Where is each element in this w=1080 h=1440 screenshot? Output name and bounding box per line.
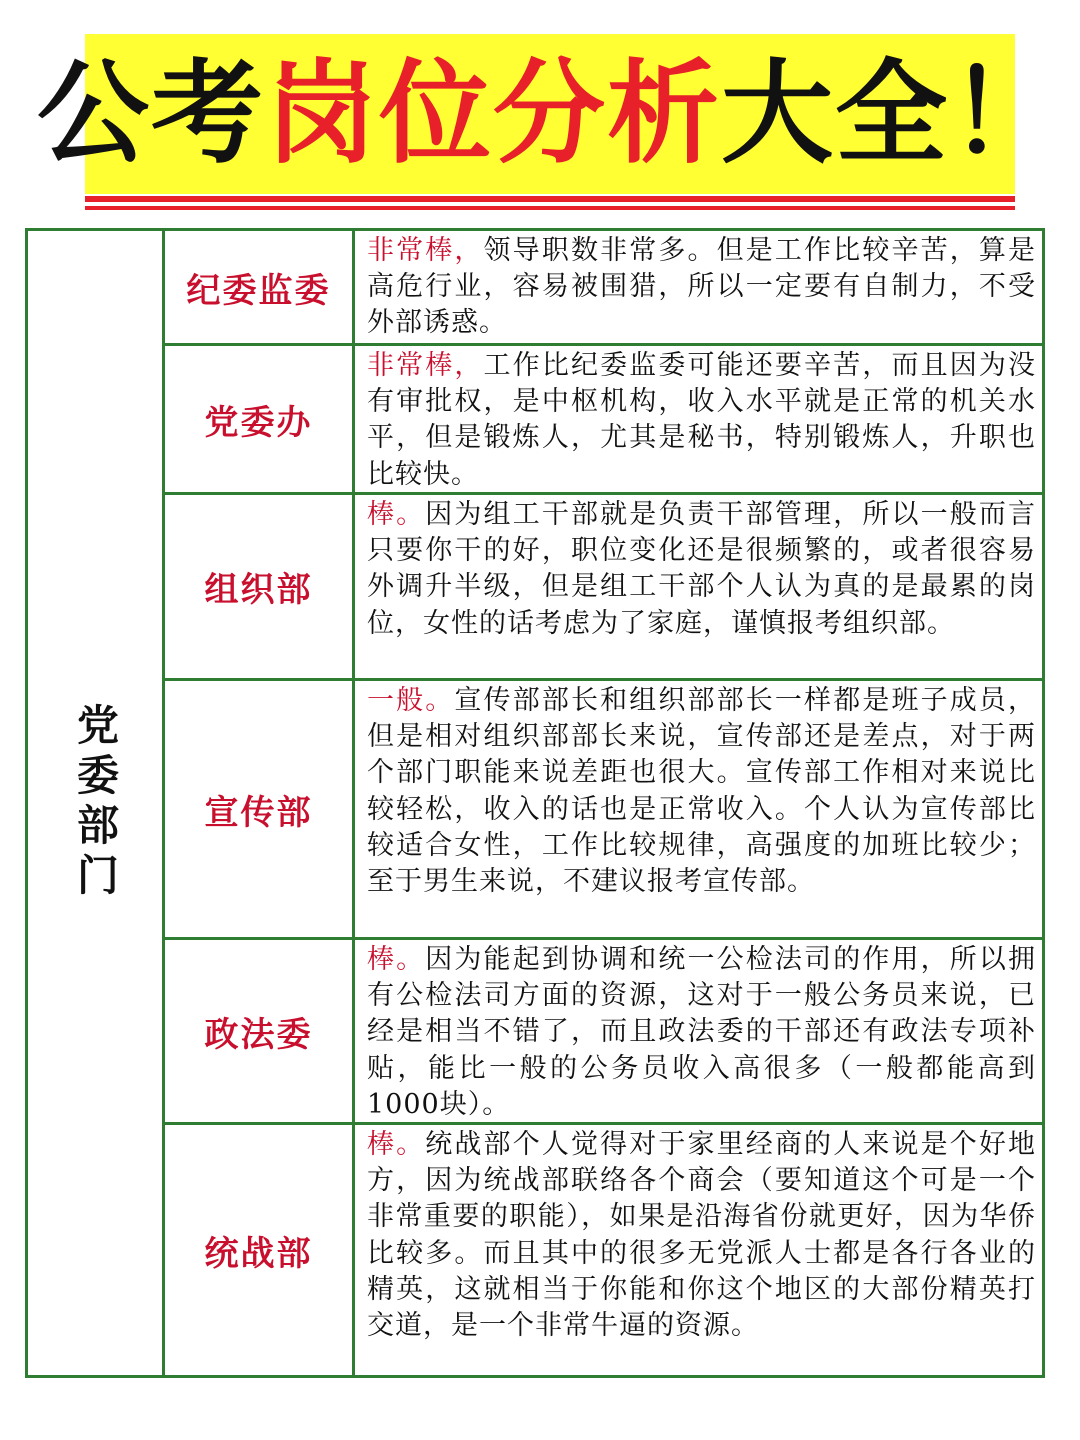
dept-text: 因为能起到协调和统一公检法司的作用，所以拥有公检法司方面的资源，这对于一般公务员来说，已经是相当不错了，而且政法委的干部还有政法专项补贴，能比一般的公务员收入高很多（一般都能高到1000块）。: [367, 944, 1037, 1120]
dept-text: 领导职数非常多。但是工作比较辛苦，算是高危行业，容易被围猎，所以一定要有自制力，不受外部诱惑。: [367, 235, 1037, 339]
table-rows: [165, 231, 1042, 1375]
dept-text: 因为组工干部就是负责干部管理，所以一般而言只要你干的好，职位变化还是很频繁的，或者很容易外调升半级，但是组工干部个人认为真的是最累的岗位，女性的话考虑为了家庭，谨慎报考组织部。: [367, 499, 1037, 639]
dept-rating: 非常棒，: [367, 350, 484, 381]
dept-name: 宣传部: [165, 681, 355, 937]
dept-rating: 棒。: [367, 1129, 426, 1160]
dept-rating: 棒。: [367, 944, 426, 975]
title-underline-thick: [85, 196, 1015, 202]
dept-name: 政法委: [165, 940, 355, 1122]
dept-description: [355, 346, 1042, 492]
dept-name: 组织部: [165, 495, 355, 678]
dept-description: [355, 231, 1042, 343]
title-part-2: 岗位分析: [265, 49, 721, 179]
dept-text: 统战部个人觉得对于家里经商的人来说是个好地方，因为统战部联络各个商会（要知道这个可是一个非常重要的职能），如果是沿海省份就更好，因为华侨比较多。而且其中的很多无党派人士都是各行各业的精英，这就相当于你能和你这个地区的大部份精英打交道，是一个非常牛逼的资源。: [367, 1129, 1037, 1342]
dept-rating: 棒。: [367, 499, 426, 530]
dept-name: 统战部: [165, 1125, 355, 1375]
title-banner: [37, 34, 1063, 194]
category-label: 党委部门: [71, 703, 120, 903]
table-row: [165, 231, 1042, 346]
dept-rating: 非常棒，: [367, 235, 484, 266]
dept-text: 宣传部部长和组织部部长一样都是班子成员，但是相对组织部部长来说，宣传部还是差点，对于两个部门职能来说差距也很大。宣传部工作相对来说比较轻松，收入的话也是正常收入。个人认为宣传部比较适合女性，工作比较规律，高强度的加班比较少；至于男生来说，不建议报考宣传部。: [367, 685, 1037, 898]
dept-description: [355, 1125, 1042, 1375]
title-part-1: 公考: [37, 49, 265, 179]
table-row: [165, 495, 1042, 681]
table-row: [165, 940, 1042, 1125]
page-title: [37, 34, 1063, 194]
table-row: [165, 1125, 1042, 1375]
title-underline-thin: [85, 206, 1015, 210]
dept-description: [355, 495, 1042, 678]
table-row: [165, 681, 1042, 940]
title-part-3: 大全！: [721, 49, 1063, 179]
dept-name: 纪委监委: [165, 231, 355, 343]
category-cell: [28, 231, 165, 1375]
analysis-table: [25, 228, 1045, 1378]
dept-name: 党委办: [165, 346, 355, 492]
table-row: [165, 346, 1042, 495]
dept-rating: 一般。: [367, 685, 455, 716]
dept-description: [355, 940, 1042, 1122]
dept-text: 工作比纪委监委可能还要辛苦，而且因为没有审批权，是中枢机构，收入水平就是正常的机关水平，但是锻炼人，尤其是秘书，特别锻炼人，升职也比较快。: [367, 350, 1037, 490]
dept-description: [355, 681, 1042, 937]
